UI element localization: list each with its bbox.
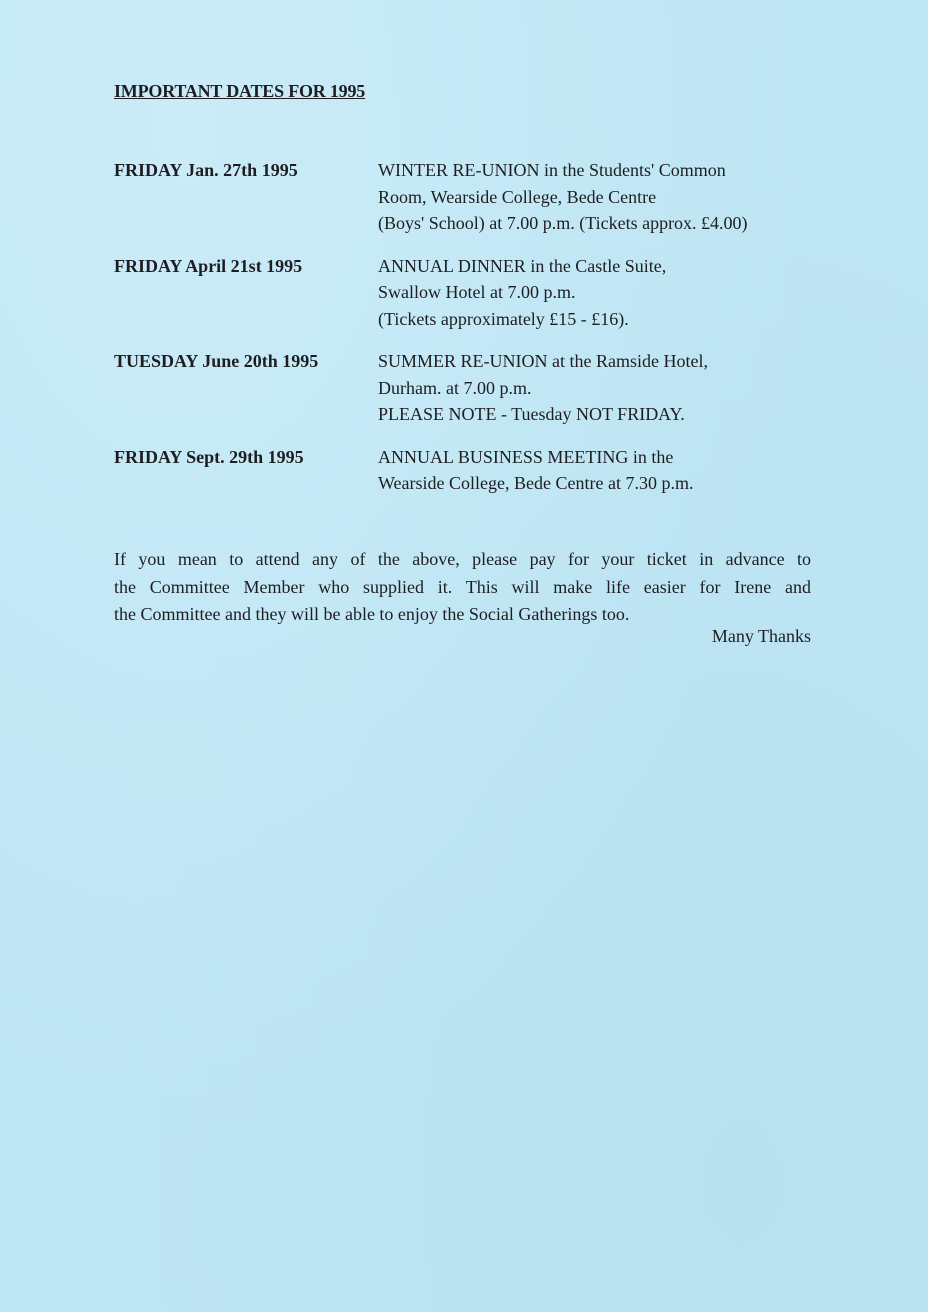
event-detail-line: WINTER RE-UNION in the Students' Common bbox=[378, 160, 726, 180]
signoff: Many Thanks bbox=[711, 626, 811, 646]
payment-note bbox=[114, 546, 811, 629]
note-line: the Committee and they will be able to enjoy the Social Gatherings too. bbox=[114, 604, 630, 624]
page-title: IMPORTANT DATES FOR 1995 bbox=[114, 81, 366, 101]
event-item bbox=[114, 444, 834, 497]
event-details bbox=[378, 348, 834, 428]
event-detail-line: SUMMER RE-UNION at the Ramside Hotel, bbox=[378, 351, 708, 371]
event-detail-line: Durham. at 7.00 p.m. bbox=[378, 377, 532, 398]
event-date: TUESDAY June 20th 1995 bbox=[114, 351, 319, 371]
note-line: the Committee Member who supplied it. This will make life easier for Irene and bbox=[114, 576, 811, 597]
event-date: FRIDAY Sept. 29th 1995 bbox=[114, 446, 304, 467]
event-detail-line: PLEASE NOTE - Tuesday NOT FRIDAY. bbox=[378, 404, 685, 424]
event-detail-line: Wearside College, Bede Centre at 7.30 p.m. bbox=[378, 473, 694, 493]
event-detail-line: Swallow Hotel at 7.00 p.m. bbox=[378, 282, 576, 302]
event-detail-line: ANNUAL DINNER in the Castle Suite, bbox=[378, 255, 667, 276]
event-details bbox=[378, 157, 834, 237]
event-date: FRIDAY Jan. 27th 1995 bbox=[114, 160, 298, 180]
event-item bbox=[114, 157, 834, 237]
event-date: FRIDAY April 21st 1995 bbox=[114, 255, 303, 276]
event-detail-line: (Tickets approximately £15 - £16). bbox=[378, 308, 629, 329]
event-detail-line: Room, Wearside College, Bede Centre bbox=[378, 186, 657, 207]
note-line: If you mean to attend any of the above, please pay for your ticket in advance to bbox=[114, 549, 811, 569]
event-detail-line: (Boys' School) at 7.00 p.m. (Tickets approx. £4.00) bbox=[378, 213, 748, 233]
event-item bbox=[114, 253, 834, 333]
events-list bbox=[114, 157, 834, 513]
event-details bbox=[378, 444, 834, 497]
event-item bbox=[114, 348, 834, 428]
event-detail-line: ANNUAL BUSINESS MEETING in the bbox=[378, 446, 674, 467]
event-details bbox=[378, 253, 834, 333]
